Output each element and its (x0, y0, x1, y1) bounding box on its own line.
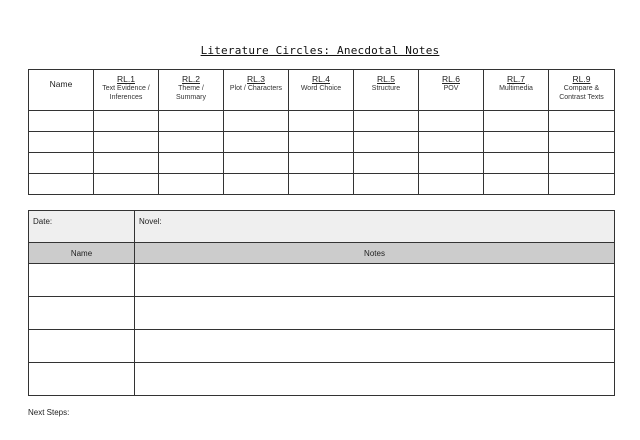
standards-header-row (29, 70, 615, 111)
rating-cell[interactable] (354, 111, 419, 132)
standards-row (29, 132, 615, 153)
rating-cell[interactable] (289, 111, 354, 132)
rating-cell[interactable] (549, 153, 615, 174)
standard-desc: Text Evidence / (102, 85, 150, 92)
rating-cell[interactable] (484, 174, 549, 195)
standard-desc: Structure (371, 85, 401, 92)
standard-header-rl9 (549, 70, 615, 111)
rating-cell[interactable] (354, 153, 419, 174)
rating-cell[interactable] (549, 174, 615, 195)
notes-row (29, 363, 615, 396)
rating-cell[interactable] (159, 132, 224, 153)
rating-cell[interactable] (419, 153, 484, 174)
standard-desc: Word Choice (300, 85, 342, 92)
standard-header-rl6 (419, 70, 484, 111)
rating-cell[interactable] (224, 132, 289, 153)
standard-header-rl7 (484, 70, 549, 111)
standard-header-rl1 (94, 70, 159, 111)
next-steps-label: Next Steps: (28, 408, 70, 417)
standard-desc: Contrast Texts (559, 94, 604, 101)
standards-table (28, 69, 615, 195)
notes-notes-header: Notes (135, 243, 615, 264)
rating-cell[interactable] (94, 174, 159, 195)
notes-table (28, 210, 615, 396)
notes-meta-row (29, 211, 615, 243)
standards-row (29, 153, 615, 174)
notes-student-name-cell[interactable] (29, 363, 135, 396)
standard-code: RL.4 (312, 74, 330, 84)
name-column-header: Name (29, 70, 94, 111)
standard-code: RL.7 (507, 74, 525, 84)
standard-desc: Inferences (109, 94, 143, 101)
rating-cell[interactable] (484, 153, 549, 174)
standard-code: RL.3 (247, 74, 265, 84)
standard-desc: Theme / (178, 85, 204, 92)
student-name-cell[interactable] (29, 132, 94, 153)
notes-student-name-cell[interactable] (29, 264, 135, 297)
rating-cell[interactable] (224, 153, 289, 174)
notes-student-name-cell[interactable] (29, 330, 135, 363)
notes-cell[interactable] (135, 330, 615, 363)
standard-header-rl4 (289, 70, 354, 111)
notes-header-row (29, 243, 615, 264)
standard-code: RL.5 (377, 74, 395, 84)
date-label: Date: (33, 217, 53, 226)
standard-desc: Multimedia (499, 85, 533, 92)
standard-header-rl2 (159, 70, 224, 111)
rating-cell[interactable] (224, 111, 289, 132)
student-name-cell[interactable] (29, 153, 94, 174)
rating-cell[interactable] (94, 153, 159, 174)
novel-field[interactable] (135, 211, 615, 243)
notes-row (29, 297, 615, 330)
rating-cell[interactable] (94, 111, 159, 132)
standard-header-rl3 (224, 70, 289, 111)
notes-cell[interactable] (135, 264, 615, 297)
notes-name-header: Name (29, 243, 135, 264)
rating-cell[interactable] (159, 174, 224, 195)
rating-cell[interactable] (484, 111, 549, 132)
rating-cell[interactable] (419, 111, 484, 132)
student-name-cell[interactable] (29, 111, 94, 132)
notes-row (29, 264, 615, 297)
rating-cell[interactable] (419, 174, 484, 195)
standards-row (29, 174, 615, 195)
rating-cell[interactable] (549, 111, 615, 132)
notes-cell[interactable] (135, 363, 615, 396)
rating-cell[interactable] (159, 153, 224, 174)
standard-desc: POV (443, 85, 459, 92)
date-field[interactable] (29, 211, 135, 243)
rating-cell[interactable] (354, 174, 419, 195)
rating-cell[interactable] (94, 132, 159, 153)
novel-label: Novel: (139, 217, 162, 226)
rating-cell[interactable] (419, 132, 484, 153)
standard-code: RL.1 (117, 74, 135, 84)
page-title: Literature Circles: Anecdotal Notes (200, 44, 440, 57)
rating-cell[interactable] (159, 111, 224, 132)
notes-student-name-cell[interactable] (29, 297, 135, 330)
standard-code: RL.6 (442, 74, 460, 84)
standard-desc: Plot / Characters (229, 85, 283, 92)
rating-cell[interactable] (224, 174, 289, 195)
standard-desc: Compare & (563, 85, 600, 92)
standard-desc: Summary (176, 94, 206, 101)
notes-cell[interactable] (135, 297, 615, 330)
notes-row (29, 330, 615, 363)
rating-cell[interactable] (354, 132, 419, 153)
rating-cell[interactable] (484, 132, 549, 153)
rating-cell[interactable] (549, 132, 615, 153)
standard-header-rl5 (354, 70, 419, 111)
student-name-cell[interactable] (29, 174, 94, 195)
rating-cell[interactable] (289, 174, 354, 195)
standard-code: RL.2 (182, 74, 200, 84)
rating-cell[interactable] (289, 153, 354, 174)
standards-row (29, 111, 615, 132)
rating-cell[interactable] (289, 132, 354, 153)
standard-code: RL.9 (572, 74, 591, 84)
